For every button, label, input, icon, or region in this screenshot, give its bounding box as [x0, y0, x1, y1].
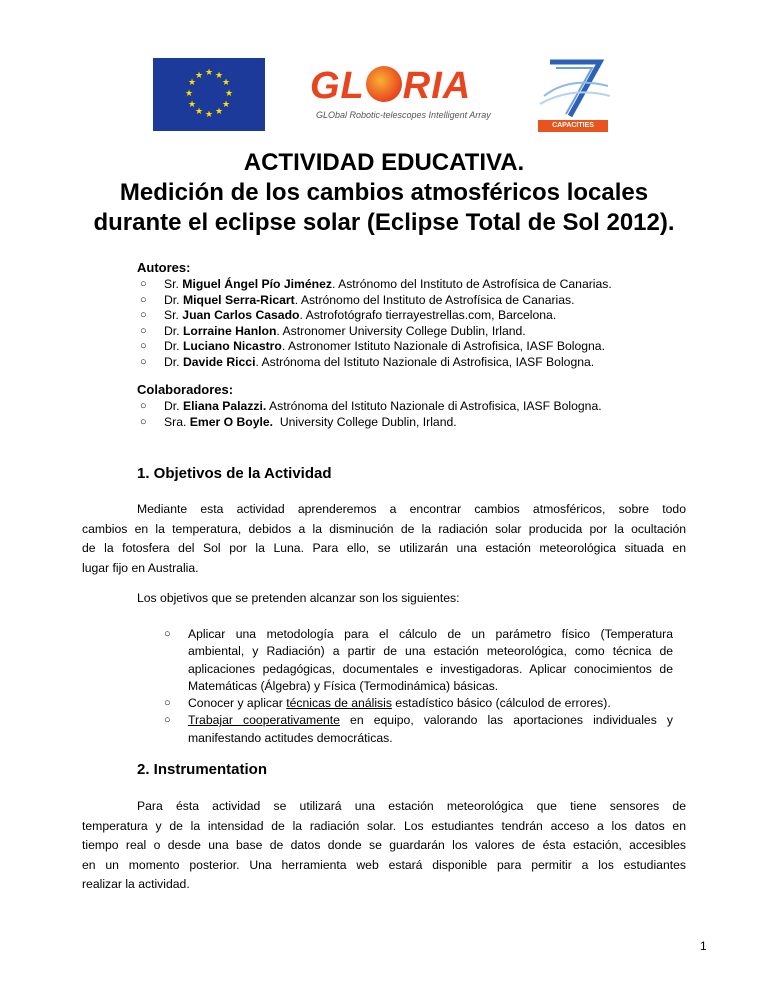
document-title [0, 148, 768, 238]
svg-text:★: ★ [204, 68, 214, 78]
autor-item: ○ Dr. Luciano Nicastro. Astronomer Istituto Nazionale di Astrofisica, IASF Bologna. [140, 339, 605, 354]
hollow-bullet-icon: ○ [164, 714, 171, 727]
svg-text:★: ★ [221, 78, 231, 88]
colaboradores-list [137, 399, 602, 430]
hollow-bullet-icon: ○ [140, 278, 147, 290]
eu-flag-logo [153, 58, 265, 131]
header-logos [0, 52, 768, 132]
objetivo-item: ○ Trabajar cooperativamente en equipo, valorando las aportaciones individuales y manifestando actitudes democráticas. [164, 713, 673, 745]
autor-item: ○ Sr. Juan Carlos Casado. Astrofotógrafo tierrayestrellas.com, Barcelona. [140, 308, 557, 323]
title-line-3: durante el eclipse solar (Eclipse Total de Sol 2012). [93, 209, 675, 236]
fp7-seven-icon [530, 56, 616, 120]
hollow-bullet-icon: ○ [140, 309, 147, 322]
svg-text:★: ★ [194, 107, 204, 117]
autor-item: ○ Dr. Miquel Serra-Ricart. Astrónomo del Instituto de Astrofísica de Canarias. [140, 292, 575, 307]
fp7-capacities-logo [530, 56, 616, 132]
title-line-1: ACTIVIDAD EDUCATIVA. [243, 149, 525, 176]
objetivo-item: ○ Conocer y aplicar técnicas de análisis estadístico básico (cálculod de errores). [163, 695, 673, 712]
hollow-bullet-icon: ○ [140, 293, 147, 306]
paragraph-line: tiempo real o desde una base de datos donde se guardarán los valores de ésta estación, accesibles [82, 838, 686, 853]
hollow-bullet-icon: ○ [164, 697, 171, 710]
section-2-paragraph [82, 797, 686, 895]
objetivo-item: ○ Aplicar una metodología para el cálculo de un parámetro físico (Temperatura ambiental, y Radiación) a partir de una estación meteorológica, como técnica de aplicaciones pedagógicas, documentales e investigadoras. Aplicar conocimientos de Matemáticas (Álgebra) y Física (Termodinámica) básicas. [164, 627, 673, 693]
autor-item: ○ Sr. Miguel Ángel Pío Jiménez. Astrónomo del Instituto de Astrofísica de Canarias. [140, 277, 612, 291]
objetivos-intro: Los objetivos que se pretenden alcanzar son los siguientes: [137, 591, 460, 605]
paragraph-line: lugar fijo en Australia. [82, 560, 199, 575]
section-1-paragraph [82, 500, 686, 578]
title-line-2: Medición de los cambios atmosféricos locales [119, 179, 649, 206]
globe-icon [366, 66, 402, 102]
paragraph-line: temperatura y de la intensidad de la radiación solar. Los estudiantes tendrán acceso a los datos en [82, 818, 686, 833]
section-1-heading: 1. Objetivos de la Actividad [137, 465, 332, 482]
hollow-bullet-icon: ○ [164, 628, 171, 640]
trabajar-cooperativamente-link[interactable]: Trabajar cooperativamente [188, 713, 340, 728]
svg-text:★: ★ [214, 71, 224, 81]
hollow-bullet-icon: ○ [140, 324, 147, 337]
svg-text:★: ★ [187, 100, 197, 110]
section-2-heading: 2. Instrumentation [137, 761, 268, 778]
paragraph-line: realizar la actividad. [82, 877, 190, 892]
page-number: 1 [700, 939, 707, 953]
svg-text:★: ★ [187, 78, 197, 88]
colaboradores-heading: Colaboradores: [137, 382, 234, 397]
paragraph-line: cambios en la temperatura, debidos a la disminución de la radiación solar producida por la ocultación [82, 521, 686, 536]
autores-heading: Autores: [137, 260, 191, 275]
hollow-bullet-icon: ○ [140, 355, 147, 368]
hollow-bullet-icon: ○ [140, 400, 147, 412]
svg-text:★: ★ [214, 107, 224, 117]
svg-text:★: ★ [184, 89, 194, 99]
hollow-bullet-icon: ○ [140, 415, 147, 428]
tecnicas-de-analisis-link[interactable]: técnicas de análisis [286, 696, 392, 711]
paragraph-line: en un momento posterior. Una herramienta web estará disponible para permitir a los estudiantes [82, 857, 686, 872]
paragraph-line: Mediante esta actividad aprenderemos a encontrar cambios atmosféricos, sobre todo [137, 502, 686, 516]
colaborador-item: ○ Sra. Emer O Boyle. University College Dublin, Irland. [140, 414, 457, 429]
gloria-wordmark: GL RIA [310, 65, 472, 107]
svg-text:★: ★ [204, 110, 214, 120]
autor-item: ○ Dr. Lorraine Hanlon. Astronomer University College Dublin, Irland. [140, 323, 526, 338]
svg-text:★: ★ [221, 100, 231, 110]
paragraph-line: de la fotosfera del Sol por la Luna. Para ello, se utilizarán una estación meteorológica situada en [82, 541, 686, 556]
gloria-logo [310, 64, 490, 126]
svg-text:★: ★ [194, 71, 204, 81]
svg-text:★: ★ [224, 89, 234, 99]
autores-list [137, 277, 612, 371]
autor-item: ○ Dr. Davide Ricci. Astrónoma del Istituto Nazionale di Astrofisica, IASF Bologna. [140, 354, 595, 369]
colaborador-item: ○ Dr. Eliana Palazzi. Astrónoma del Istituto Nazionale di Astrofisica, IASF Bologna. [140, 399, 602, 413]
gloria-subtitle: GLObal Robotic-telescopes Intelligent Array [316, 110, 491, 120]
objetivos-list [163, 626, 673, 747]
fp7-caption: CAPACITIES [538, 120, 608, 132]
hollow-bullet-icon: ○ [140, 340, 147, 353]
paragraph-line: Para ésta actividad se utilizará una estación meteorológica que tiene sensores de [137, 799, 686, 813]
